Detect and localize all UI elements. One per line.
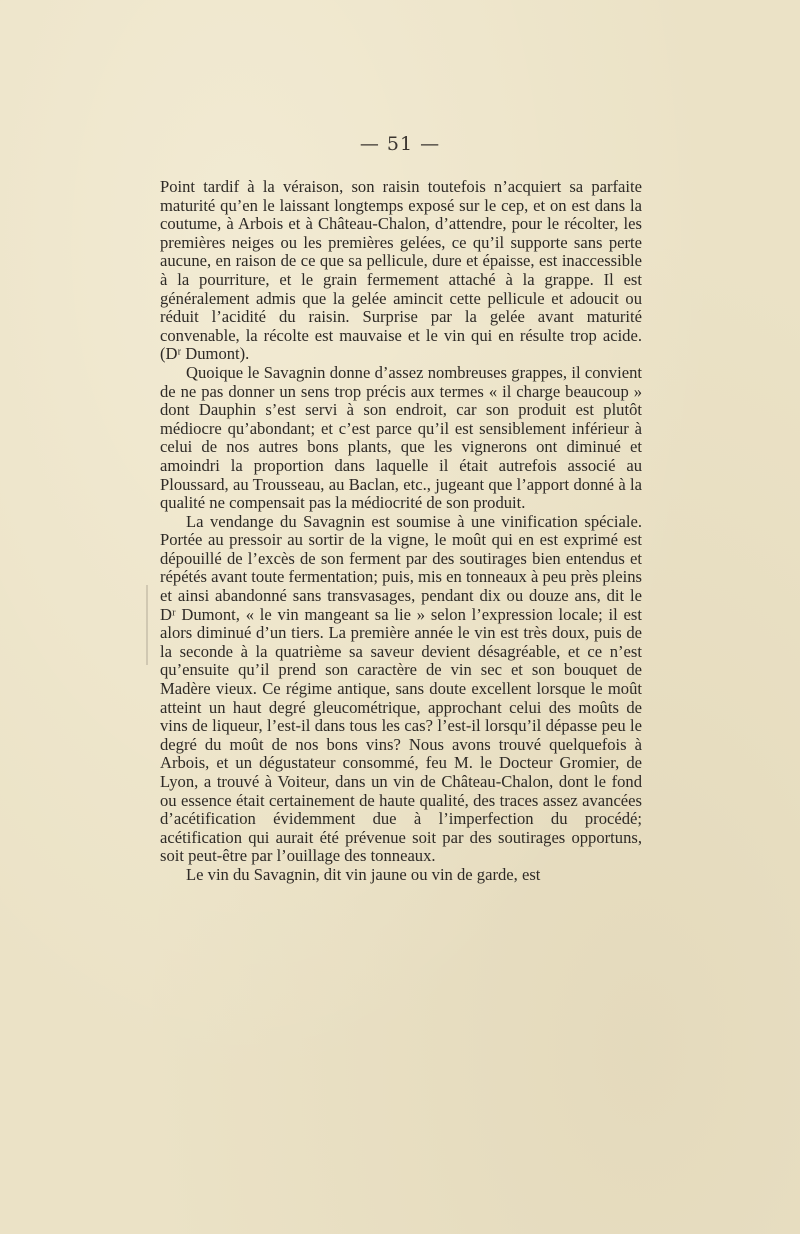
paragraph-1: Point tardif à la véraison, son raisin toutefois n’acquiert sa parfaite maturité qu’en le laissant longtemps exposé sur le cep, et on est dans la coutume, à Arbois et à Château-Chalon, d’attendre, pour le récolter, les premières neiges ou les premières gelées, ce qu’il supporte sans perte aucune, en raison de ce que sa pellicule, dure et épaisse, est inaccessible à la pourriture, et le grain fermement attaché à la grappe. Il est généralement admis que la gelée amincit cette pellicule et adoucit ou réduit l’acidité du raisin. Surprise par la gelée avant maturité convenable, la récolte est mauvaise et le vin qui en résulte trop acide. (Dʳ Dumont). <box>160 177 642 364</box>
paragraph-2: Quoique le Savagnin donne d’assez nombreuses grappes, il convient de ne pas donner un sens trop précis aux termes « il charge beaucoup » dont Dauphin s’est servi à son endroit, car son produit est plutôt médiocre qu’abondant; et c’est parce qu’il est sensiblement inférieur à celui de nos autres bons plants, que les vignerons ont diminué et amoindri la proportion dans laquelle il était autrefois associé au Ploussard, au Trousseau, au Baclan, etc., jugeant que l’apport donné à la qualité ne compensait pas la médiocrité de son produit. <box>160 362 642 513</box>
margin-mark <box>146 585 148 665</box>
paragraph-3: La vendange du Savagnin est soumise à une vinification spéciale. Portée au pressoir au sortir de la vigne, le moût qui en est exprimé est dépouillé de l’excès de son ferment par des soutirages bien entendus et répétés avant toute fermentation; puis, mis en tonneaux à peu près pleins et ainsi abandonné sans transvasages, pendant dix ou douze ans, dit le Dʳ Dumont, « le vin mangeant sa lie » selon l’expression locale; il est alors diminué d’un tiers. La première année le vin est très doux, puis de la seconde à la quatrième sa saveur devient désagréable, et ce n’est qu’ensuite qu’il prend son caractère de vin sec et son bouquet de Madère vieux. Ce régime antique, sans doute excellent lorsque le moût atteint un haut degré gleucométrique, approchant celui des moûts de vins de liqueur, l’est-il dans tous les cas? l’est-il lorsqu’il dépasse peu le degré du moût de nos bons vins? Nous avons trouvé quelquefois à Arbois, et un dégustateur consommé, feu M. le Docteur Gromier, de Lyon, a trouvé à Voiteur, dans un vin de Château-Chalon, dont le fond ou essence était certainement de haute qualité, des traces assez avancées d’acétification évidemment due à l’imperfection du procédé; acétification qui aurait été prévenue soit par des soutirages opportuns, soit peut-être par l’ouillage des tonneaux. <box>160 511 642 866</box>
page-number: — 51 — <box>359 133 441 155</box>
paragraph-4: Le vin du Savagnin, dit vin jaune ou vin de garde, est <box>186 864 541 884</box>
page-body <box>160 178 642 885</box>
